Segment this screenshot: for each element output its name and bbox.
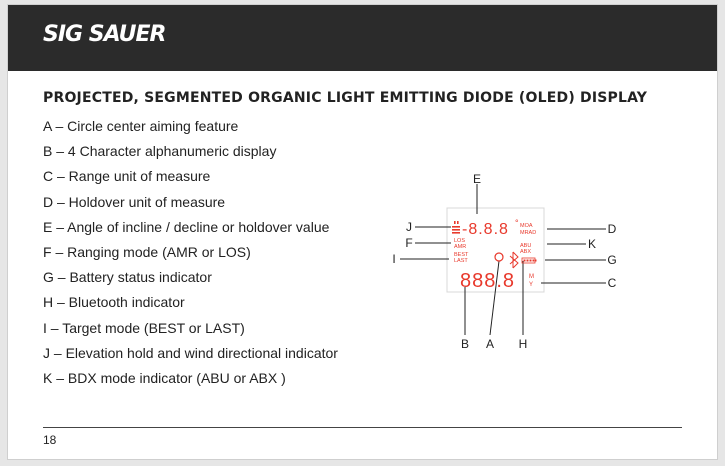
battery-icon	[522, 258, 537, 263]
los-mode: LOS	[454, 238, 466, 244]
bluetooth-icon	[510, 252, 518, 268]
last-mode: LAST	[454, 258, 468, 264]
legend-item-d: D – Holdover unit of measure	[43, 193, 226, 210]
range-display: 888.8	[460, 270, 516, 292]
mrad-unit: MRAD	[520, 230, 537, 236]
section-title: PROJECTED, SEGMENTED ORGANIC LIGHT EMITTING DIODE (OLED) DISPLAY	[43, 90, 648, 106]
range-unit-yards: Y	[529, 282, 534, 288]
callout-k: K	[587, 237, 597, 251]
manual-page	[7, 4, 718, 460]
brand-header	[8, 5, 717, 71]
sig-sauer-logo: SIG SAUER	[43, 22, 166, 47]
oled-display-svg	[383, 170, 633, 355]
legend-item-b: B – 4 Character alphanumeric display	[43, 143, 277, 160]
legend-item-j: J – Elevation hold and wind directional indicator	[43, 344, 338, 361]
legend-item-a: A – Circle center aiming feature	[43, 118, 239, 134]
center-aiming-circle	[495, 253, 503, 261]
callout-d: D	[607, 222, 617, 236]
legend-item-g: G – Battery status indicator	[43, 269, 212, 286]
callout-e: E	[472, 172, 482, 186]
footer-divider	[43, 427, 682, 428]
degree-symbol: °	[515, 218, 519, 228]
legend-item-e: E – Angle of incline / decline or holdover value	[43, 218, 330, 235]
amr-mode: AMR	[454, 244, 467, 250]
best-mode: BEST	[454, 252, 469, 258]
elevation-hold-wind-icon	[452, 221, 460, 234]
callout-lines	[400, 184, 606, 335]
abx-mode: ABX	[520, 249, 532, 255]
callout-h: H	[518, 337, 528, 351]
callout-f: F	[405, 236, 413, 250]
legend-item-i: I – Target mode (BEST or LAST)	[43, 319, 245, 336]
page-number: 18	[43, 433, 57, 447]
legend-item-c: C – Range unit of measure	[43, 168, 211, 185]
callout-j: J	[406, 220, 412, 234]
callout-c: C	[607, 276, 617, 290]
legend-item-f: F – Ranging mode (AMR or LOS)	[43, 243, 251, 260]
callout-i: I	[392, 252, 396, 266]
legend-list	[43, 114, 338, 391]
abu-mode: ABU	[520, 243, 532, 249]
callout-a: A	[485, 337, 495, 351]
oled-display-diagram	[383, 170, 633, 360]
angle-display: -8.8.8	[462, 221, 509, 238]
callout-g: G	[607, 253, 617, 267]
legend-item-h: H – Bluetooth indicator	[43, 294, 185, 311]
range-unit-meters: M	[529, 274, 534, 280]
moa-unit: MOA	[520, 223, 533, 229]
legend-item-k: K – BDX mode indicator (ABU or ABX )	[43, 369, 286, 386]
callout-b: B	[460, 337, 470, 351]
